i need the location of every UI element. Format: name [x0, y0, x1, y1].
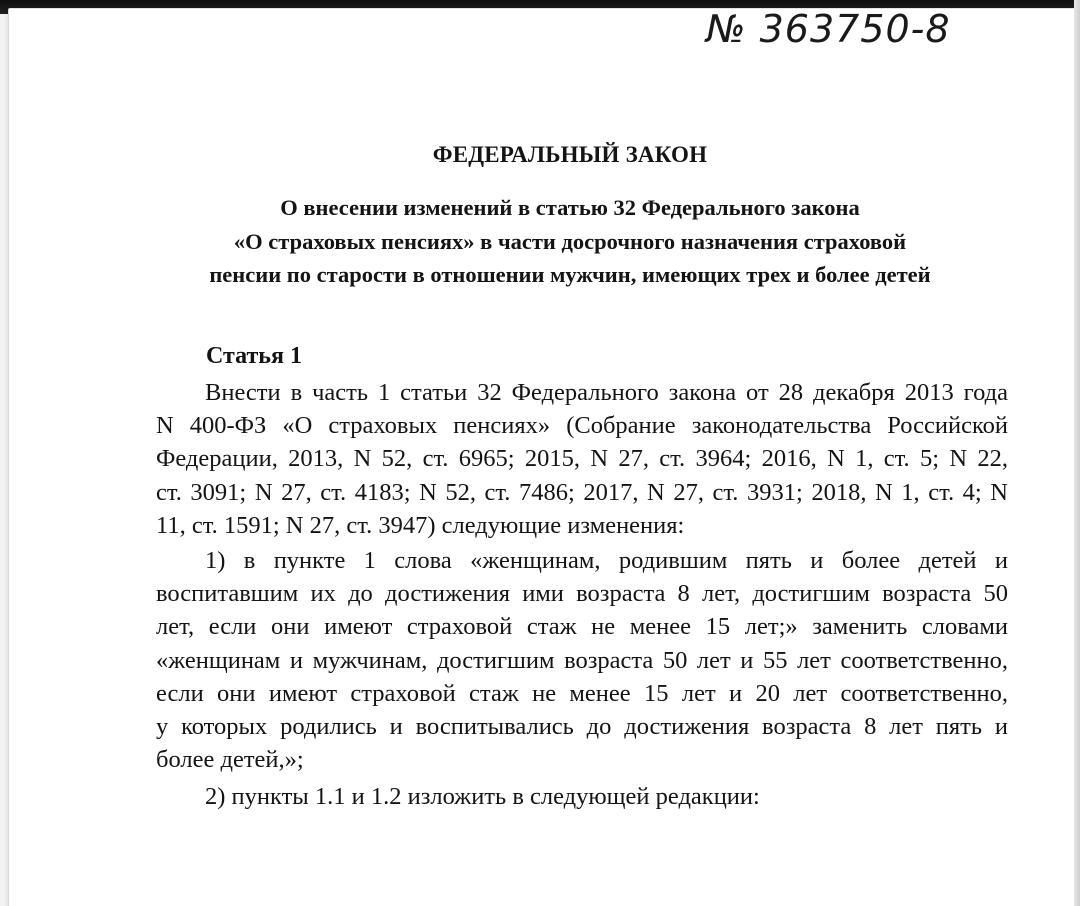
handwritten-registration-number	[702, 4, 952, 52]
paragraph-line: 2) пункты 1.1 и 1.2 изложить в следующей редакции:	[205, 783, 760, 810]
article-item-1	[156, 544, 1008, 776]
law-title-line: пенсии по старости в отношении мужчин, имеющих трех и более детей	[209, 262, 931, 287]
paragraph-line: лет, если они имеют страховой стаж не менее 15 лет;» заменить словами	[156, 613, 1008, 641]
page-right-edge	[1074, 0, 1080, 906]
paragraph-line: воспитавшим их до достижения ими возраста 8 лет, достигшим возраста 50	[156, 580, 1008, 608]
article-heading: Статья 1	[206, 343, 302, 369]
paragraph-line: 11, ст. 1591; N 27, ст. 3947) следующие изменения:	[156, 511, 685, 539]
paragraph-line: ст. 3091; N 27, ст. 4183; N 52, ст. 7486; 2017, N 27, ст. 3931; 2018, N 1, ст. 4; N	[156, 478, 1008, 506]
article-intro-paragraph	[156, 376, 1008, 542]
paragraph-line: у которых родились и воспитывались до достижения возраста 8 лет пять и	[156, 713, 1008, 741]
paragraph-line: N 400-ФЗ «О страховых пенсиях» (Собрание законодательства Российской	[156, 412, 1008, 440]
paragraph-line: 1) в пункте 1 слова «женщинам, родившим пять и более детей и	[205, 547, 1008, 574]
paragraph-line: более детей,»;	[156, 746, 304, 774]
paragraph-line: Внести в часть 1 статьи 32 Федерального закона от 28 декабря 2013 года	[205, 379, 1008, 406]
law-title	[40, 191, 1080, 292]
paragraph-line: «женщинам и мужчинам, достигшим возраста 50 лет и 55 лет соответственно,	[156, 646, 1008, 674]
law-title-line: О внесении изменений в статью 32 Федерального закона	[280, 195, 860, 220]
paragraph-line: Федерации, 2013, N 52, ст. 6965; 2015, N 27, ст. 3964; 2016, N 1, ст. 5; N 22,	[156, 445, 1008, 473]
paragraph-line: если они имеют страховой стаж не менее 15 лет и 20 лет соответственно,	[156, 679, 1008, 707]
law-type-heading: ФЕДЕРАЛЬНЫЙ ЗАКОН	[432, 142, 708, 167]
registration-number-text: № 363750-8	[706, 7, 951, 51]
article-item-2	[156, 780, 1008, 813]
law-title-line: «О страховых пенсиях» в части досрочного назначения страховой	[233, 228, 907, 254]
